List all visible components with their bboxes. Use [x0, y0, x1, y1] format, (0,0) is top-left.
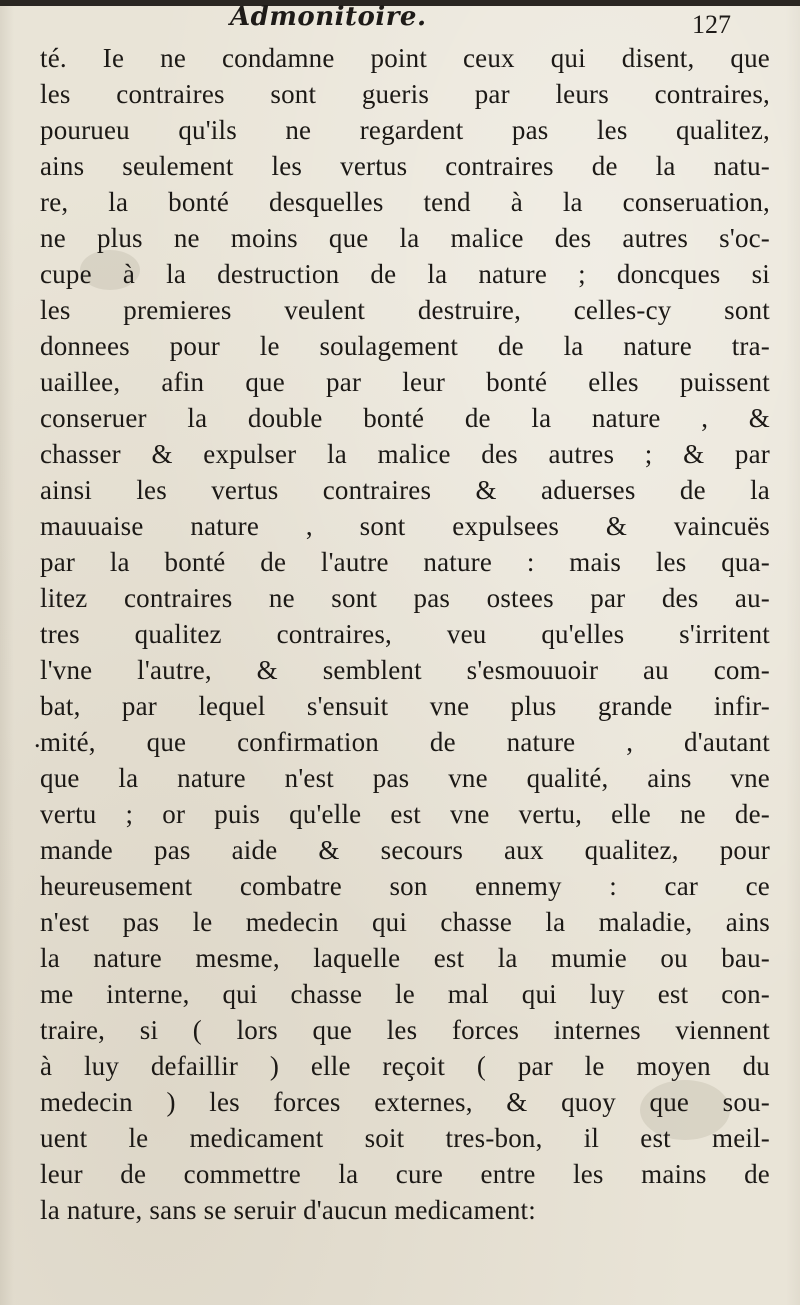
text-line: mité, que confirmation de nature , d'autant — [40, 727, 770, 757]
text-line: re, la bonté desquelles tend à la conseruation, — [40, 187, 770, 217]
text-line: cupe à la destruction de la nature ; doncques si — [40, 259, 770, 289]
text-line: les premieres veulent destruire, celles-cy sont — [40, 295, 770, 325]
text-line: les contraires sont gueris par leurs contraires, — [40, 79, 770, 109]
text-line: la nature mesme, laquelle est la mumie ou bau- — [40, 943, 770, 973]
page-number: 127 — [692, 10, 731, 39]
text-line: leur de commettre la cure entre les mains de — [40, 1159, 770, 1189]
text-line: chasser & expulser la malice des autres ; & par — [40, 439, 770, 469]
text-line: à luy defaillir ) elle reçoit ( par le moyen du — [40, 1051, 770, 1081]
text-line: par la bonté de l'autre nature : mais les qua- — [40, 547, 770, 577]
text-line: conseruer la double bonté de la nature , & — [40, 403, 770, 433]
text-line: tres qualitez contraires, veu qu'elles s'irritent — [40, 619, 770, 649]
text-line: ainsi les vertus contraires & aduerses de la — [40, 475, 770, 505]
text-line: mande pas aide & secours aux qualitez, pour — [40, 835, 770, 865]
text-line: medecin ) les forces externes, & quoy que sou- — [40, 1087, 770, 1117]
running-head-title: Admonitoire. — [230, 2, 427, 32]
body-text — [40, 40, 770, 1228]
text-line: que la nature n'est pas vne qualité, ains vne — [40, 763, 770, 793]
text-line: vertu ; or puis qu'elle est vne vertu, elle ne de- — [40, 799, 770, 829]
text-line: l'vne l'autre, & semblent s'esmouuoir au com- — [40, 655, 770, 685]
text-line: litez contraires ne sont pas ostees par des au- — [40, 583, 770, 613]
text-line: pourueu qu'ils ne regardent pas les qualitez, — [40, 115, 770, 145]
text-line: n'est pas le medecin qui chasse la maladie, ains — [40, 907, 770, 937]
text-line: uent le medicament soit tres-bon, il est meil- — [40, 1123, 770, 1153]
text-line: mauuaise nature , sont expulsees & vaincuës — [40, 511, 770, 541]
text-line: té. Ie ne condamne point ceux qui disent, que — [40, 43, 770, 73]
text-line: ains seulement les vertus contraires de la natu- — [40, 151, 770, 181]
text-line: la nature, sans se seruir d'aucun medicament: — [40, 1195, 536, 1225]
text-line: uaillee, afin que par leur bonté elles puissent — [40, 367, 770, 397]
text-line: traire, si ( lors que les forces internes viennent — [40, 1015, 770, 1045]
text-line: ne plus ne moins que la malice des autres s'oc- — [40, 223, 770, 253]
running-head — [0, 2, 800, 38]
text-line: donnees pour le soulagement de la nature tra- — [40, 331, 770, 361]
margin-mark: . — [34, 724, 41, 753]
text-line: heureusement combatre son ennemy : car ce — [40, 871, 770, 901]
text-line: bat, par lequel s'ensuit vne plus grande infir- — [40, 691, 770, 721]
text-line: me interne, qui chasse le mal qui luy est con- — [40, 979, 770, 1009]
